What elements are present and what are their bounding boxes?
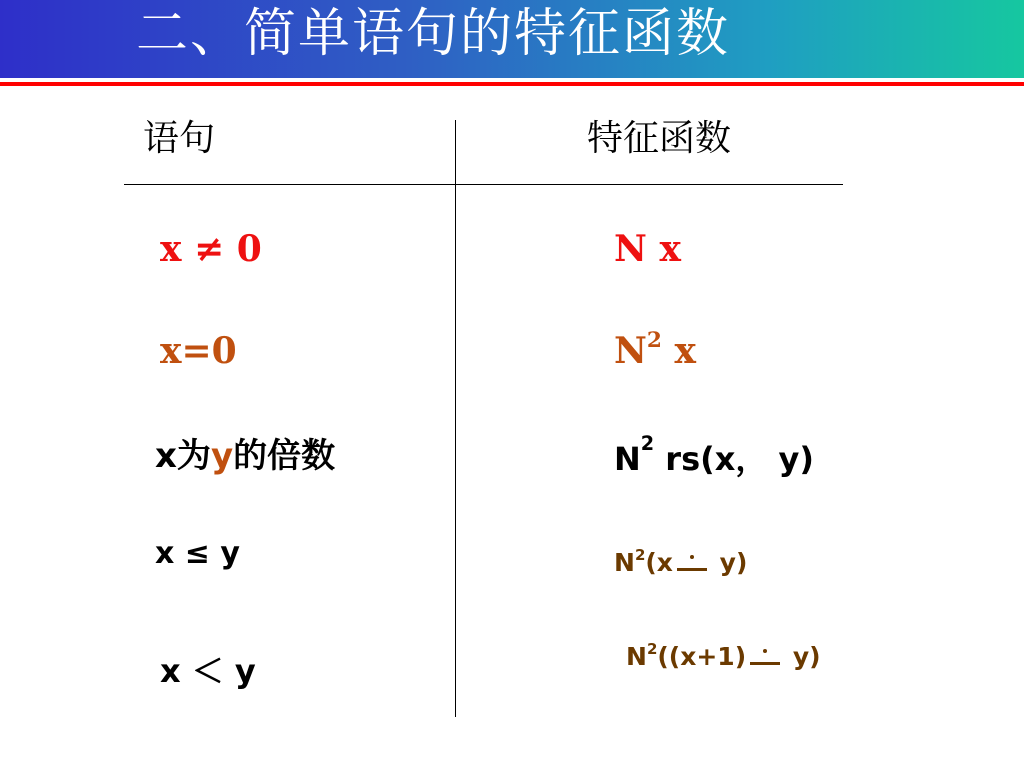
function-row-3-sup: 2 xyxy=(640,432,655,455)
header-statement: 语句 xyxy=(143,118,216,159)
function-row-5-sup: 2 xyxy=(646,640,658,658)
statement-row-5: x ＜ y xyxy=(160,652,256,690)
function-row-5 xyxy=(626,642,821,671)
function-row-1 xyxy=(614,228,681,270)
table-column-divider xyxy=(455,120,456,717)
function-row-2-sup: 2 xyxy=(646,328,662,353)
monus-operator xyxy=(750,650,780,665)
statement-row-3-c: 的倍数 xyxy=(233,436,336,476)
function-row-3 xyxy=(614,434,814,480)
function-row-1-text: N x xyxy=(614,228,681,270)
statement-row-2: x=0 xyxy=(160,330,237,372)
function-row-2-n: N xyxy=(614,330,647,372)
function-row-4-mid: (x xyxy=(645,548,673,577)
monus-dot xyxy=(763,649,767,653)
title-underline xyxy=(0,82,1024,86)
function-row-2 xyxy=(614,330,696,372)
table-header-divider xyxy=(124,184,843,185)
title-banner xyxy=(0,0,1024,78)
header-function: 特征函数 xyxy=(587,118,732,159)
function-row-4-n: N xyxy=(614,548,635,577)
function-row-4 xyxy=(614,548,747,577)
function-row-5-mid: ((x+1) xyxy=(657,642,747,671)
function-row-5-rest: y) xyxy=(784,642,821,671)
statement-row-3-b: y xyxy=(210,436,234,476)
function-row-5-n: N xyxy=(626,642,647,671)
slide-title: 二、简单语句的特征函数 xyxy=(136,4,731,64)
function-row-2-rest: x xyxy=(661,330,696,372)
function-row-3-n: N xyxy=(614,440,641,478)
statement-row-3-a: x为 xyxy=(155,436,211,476)
monus-operator xyxy=(677,556,707,571)
statement-row-3 xyxy=(155,428,335,477)
statement-row-4: x ≤ y xyxy=(155,536,240,571)
function-row-3-rest: rs(x， y) xyxy=(654,440,815,478)
function-row-4-rest: y) xyxy=(710,548,748,577)
function-row-4-sup: 2 xyxy=(634,546,646,564)
monus-dot xyxy=(690,555,694,559)
statement-row-1: x ≠ 0 xyxy=(160,228,262,270)
